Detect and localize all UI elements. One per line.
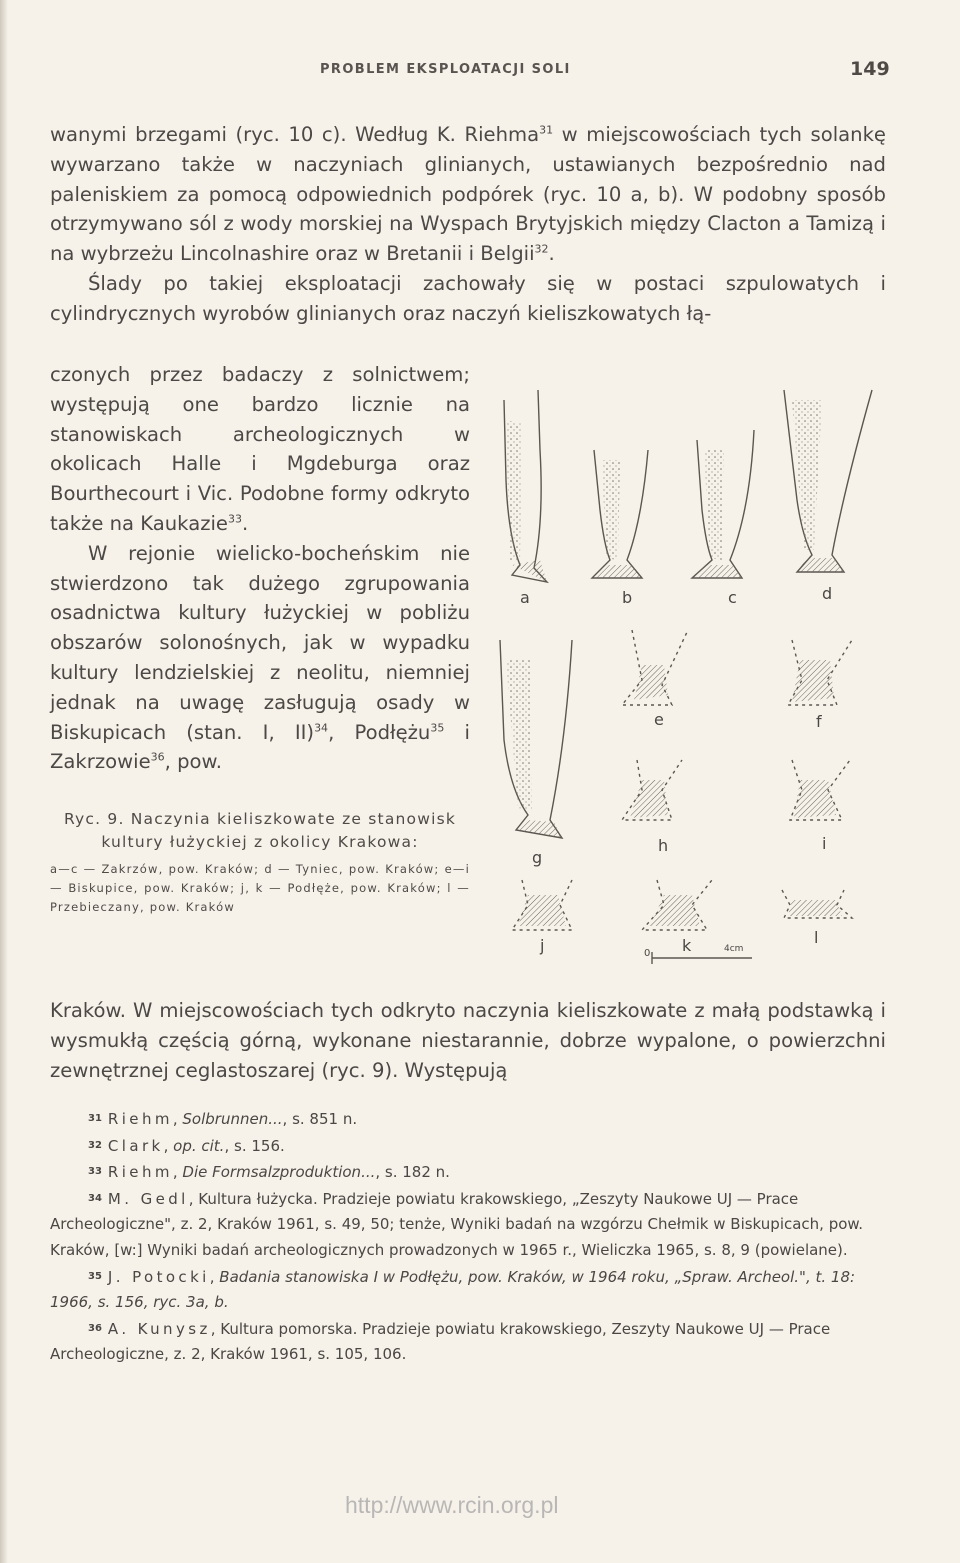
footnote-ref-34[interactable]: 34: [314, 721, 329, 735]
footnote-31: $^{31}$ Riehm, Solbrunnen..., s. 851 n.: [88, 1110, 358, 1128]
label-f: f: [816, 712, 822, 731]
vessel-f: [788, 640, 852, 705]
label-b: b: [622, 588, 633, 607]
vessel-d: [784, 390, 872, 572]
label-g: g: [532, 848, 543, 867]
vessel-e: [622, 630, 688, 705]
paragraph-3: W rejonie wielicko-bocheńskim nie stwierdzono tak dużego zgrupowania osadnictwa kultury łużyckiej w pobliżu obszarów solonośnych, jak w wypadku kultury lendzielskiej z neolitu, niemniej jednak na uwagę zasługują osady w Biskupicach (stan. I, II)$^{34}$, Podłężu$^{35}$ i Zakrzowie$^{36}$, pow.: [50, 541, 470, 774]
vessel-drawings: [492, 360, 892, 980]
scale-zero: 0: [644, 948, 651, 959]
footnote-ref-31[interactable]: 31: [539, 123, 554, 137]
body-top: [50, 120, 886, 329]
vessel-j: [512, 880, 572, 930]
vessel-c: [692, 430, 754, 578]
paragraph-2-continued: czonych przez badaczy z solnictwem; występują one bardzo licznie na stanowiskach archeologicznych w okolicach Halle i Mgdeburga oraz Bourthecourt i Vic. Podobne formy odkryto także na Kaukazie$^{33}$.: [50, 363, 470, 535]
vessel-i: [790, 760, 850, 820]
footnote-ref-33[interactable]: 33: [227, 512, 242, 526]
caption-detail: a—c — Zakrzów, pow. Kraków; d — Tyniec, pow. Kraków; e—i — Biskupice, pow. Kraków; j, k — Podłęże, pow. Kraków; l — Przebieczany, pow. Kraków: [50, 862, 470, 914]
label-e: e: [654, 710, 664, 729]
label-h: h: [658, 836, 669, 855]
page-number: 149: [850, 58, 890, 80]
figure-9-vessels: [492, 360, 892, 980]
footnote-33: $^{33}$ Riehm, Die Formsalzproduktion..., s. 182 n.: [88, 1163, 450, 1182]
label-j: j: [540, 936, 545, 955]
body-bottom: [50, 996, 886, 1085]
scale-label: 4cm: [724, 944, 744, 954]
label-a: a: [520, 588, 530, 607]
vessel-h: [622, 760, 682, 820]
footnotes: [50, 1106, 890, 1368]
watermark-url: http://www.rcin.org.pl: [345, 1492, 559, 1518]
footnote-32: $^{32}$ Clark, op. cit., s. 156.: [88, 1136, 285, 1155]
footnote-35: $^{35}$ J. Potocki, Badania stanowiska I w Podłężu, pow. Kraków, w 1964 roku, „Spraw. Archeol.", t. 18: 1966, s. 156, ryc. 3a, b.: [50, 1267, 856, 1312]
footnote-34: $^{34}$ M. Gedl, Kultura łużycka. Pradzieje powiatu krakowskiego, „Zeszyty Naukowe UJ — Prace Archeologiczne", z. 2, Kraków 1961, s. 49, 50; tenże, Wyniki badań na wzgórzu Chełmik w Biskupicach, pow. Kraków, [w:] Wyniki badań archeologicznych prowadzonych w 1965 r., Wieliczka 1965, s. 8, 9 (powielane).: [50, 1189, 864, 1259]
footnote-ref-32[interactable]: 32: [534, 242, 549, 256]
vessel-g: [500, 640, 572, 838]
caption-title: Ryc. 9. Naczynia kieliszkowate ze stanowisk kultury łużyckiej z okolicy Krakowa:: [63, 810, 457, 851]
label-c: c: [728, 588, 737, 607]
figure-caption: [50, 808, 470, 917]
label-l: l: [814, 928, 819, 947]
page-header: [0, 54, 960, 94]
paragraph-1: wanymi brzegami (ryc. 10 c). Według K. Riehma$^{31}$ w miejscowościach tych solankę wywarzano także w naczyniach glinianych, ustawianych bezpośrednio nad paleniskiem za pomocą odpowiednich podpórek (ryc. 10 a, b). W podobny sposób otrzymywano sól z wody morskiej na Wyspach Brytyjskich między Clacton a Tamizą i na wybrzeżu Lincolnashire oraz w Bretanii i Belgii$^{32}$.: [50, 123, 886, 266]
label-k: k: [682, 936, 692, 955]
label-d: d: [822, 584, 833, 603]
paragraph-2-start: Ślady po takiej eksploatacji zachowały się w postaci szpulowatych i cylindrycznych wyrobów glinianych oraz naczyń kieliszkowatych łą-: [50, 271, 886, 325]
vessel-a: [504, 390, 547, 582]
label-i: i: [822, 834, 827, 853]
footnote-ref-35[interactable]: 35: [430, 721, 445, 735]
running-head: PROBLEM EKSPLOATACJI SOLI: [320, 62, 571, 77]
page-edge-shadow: [0, 0, 8, 1563]
paragraph-4: Kraków. W miejscowościach tych odkryto naczynia kieliszkowate z małą podstawką i wysmukłą częścią górną, wykonane niestarannie, dobrze wypalone, o powierzchni zewnętrznej ceglastoszarej (ryc. 9). Występują: [50, 999, 886, 1082]
footnote-36: $^{36}$ A. Kunysz, Kultura pomorska. Pradzieje powiatu krakowskiego, Zeszyty Naukowe UJ — Prace Archeologiczne, z. 2, Kraków 1961, s. 105, 106.: [50, 1319, 831, 1364]
vessel-k: [642, 880, 712, 930]
footnote-ref-36[interactable]: 36: [150, 750, 165, 764]
wrapped-text-column: [50, 360, 470, 777]
vessel-l: [782, 890, 852, 918]
vessel-b: [592, 450, 648, 578]
